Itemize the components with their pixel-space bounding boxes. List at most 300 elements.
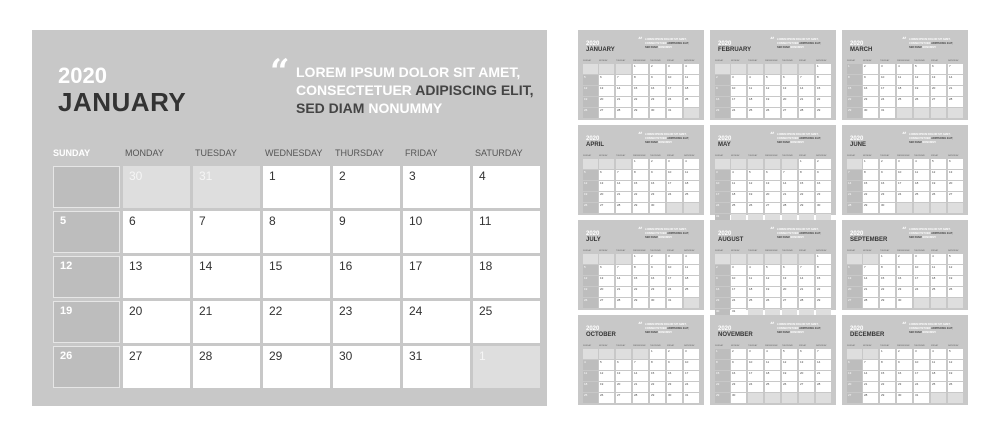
mini-day-cell[interactable] [897,265,912,275]
mini-day-cell[interactable] [667,287,682,297]
day-cell[interactable] [333,256,400,298]
mini-day-cell[interactable] [847,371,862,381]
mini-day-cell[interactable] [748,86,763,96]
mini-day-cell[interactable] [847,64,862,74]
mini-day-cell[interactable] [799,97,814,107]
mini-day-cell[interactable] [684,203,699,213]
mini-day-cell[interactable] [731,192,746,202]
mini-day-cell[interactable] [748,349,763,359]
day-cell[interactable] [473,211,540,253]
mini-day-cell[interactable] [633,254,648,264]
mini-day-cell[interactable] [731,371,746,381]
mini-day-cell[interactable] [948,64,963,74]
mini-day-cell[interactable] [914,276,929,286]
mini-day-cell[interactable] [650,287,665,297]
mini-day-cell[interactable] [863,181,878,191]
mini-day-cell[interactable] [667,75,682,85]
mini-day-cell[interactable] [914,393,929,403]
mini-day-cell[interactable] [731,86,746,96]
mini-day-cell[interactable] [948,349,963,359]
mini-day-cell[interactable] [931,170,946,180]
mini-day-cell[interactable] [599,75,614,85]
mini-day-cell[interactable] [731,75,746,85]
day-cell[interactable] [193,301,260,343]
mini-day-cell[interactable] [880,170,895,180]
day-cell[interactable] [123,346,190,388]
mini-day-cell[interactable] [667,298,682,308]
mini-day-cell[interactable] [650,393,665,403]
mini-day-cell[interactable] [650,298,665,308]
day-cell[interactable] [333,301,400,343]
mini-day-cell[interactable] [583,382,598,392]
mini-day-cell[interactable] [931,192,946,202]
mini-day-cell[interactable] [667,86,682,96]
mini-day-cell[interactable] [948,298,963,308]
mini-day-cell[interactable] [748,371,763,381]
mini-day-cell[interactable] [799,192,814,202]
mini-day-cell[interactable] [816,192,831,202]
mini-day-cell[interactable] [633,276,648,286]
day-cell[interactable] [263,346,330,388]
mini-day-cell[interactable] [599,203,614,213]
mini-day-cell[interactable] [799,393,814,403]
day-cell[interactable] [53,166,120,208]
mini-day-cell[interactable] [731,108,746,118]
mini-day-cell[interactable] [914,159,929,169]
mini-day-cell[interactable] [650,97,665,107]
mini-day-cell[interactable] [948,276,963,286]
mini-day-cell[interactable] [583,170,598,180]
mini-day-cell[interactable] [583,371,598,381]
mini-day-cell[interactable] [931,265,946,275]
mini-day-cell[interactable] [684,97,699,107]
mini-day-cell[interactable] [931,97,946,107]
mini-day-cell[interactable] [914,75,929,85]
mini-day-cell[interactable] [847,86,862,96]
mini-day-cell[interactable] [914,97,929,107]
mini-day-cell[interactable] [667,108,682,118]
mini-day-cell[interactable] [880,254,895,264]
mini-day-cell[interactable] [948,265,963,275]
mini-day-cell[interactable] [782,371,797,381]
mini-day-cell[interactable] [684,393,699,403]
mini-day-cell[interactable] [931,382,946,392]
mini-day-cell[interactable] [799,276,814,286]
mini-day-cell[interactable] [731,298,746,308]
mini-day-cell[interactable] [880,393,895,403]
day-cell[interactable] [403,301,470,343]
day-cell[interactable] [473,166,540,208]
mini-day-cell[interactable] [931,298,946,308]
mini-day-cell[interactable] [897,276,912,286]
mini-day-cell[interactable] [897,382,912,392]
mini-day-cell[interactable] [782,360,797,370]
mini-day-cell[interactable] [948,181,963,191]
mini-day-cell[interactable] [684,298,699,308]
mini-day-cell[interactable] [847,108,862,118]
mini-day-cell[interactable] [799,382,814,392]
mini-day-cell[interactable] [667,64,682,74]
mini-day-cell[interactable] [863,203,878,213]
mini-day-cell[interactable] [782,75,797,85]
mini-day-cell[interactable] [599,108,614,118]
mini-day-cell[interactable] [847,276,862,286]
mini-day-cell[interactable] [650,360,665,370]
mini-day-cell[interactable] [782,170,797,180]
mini-day-cell[interactable] [765,64,780,74]
mini-day-cell[interactable] [847,181,862,191]
mini-day-cell[interactable] [765,371,780,381]
mini-day-cell[interactable] [748,298,763,308]
mini-day-cell[interactable] [715,265,730,275]
mini-day-cell[interactable] [847,254,862,264]
mini-day-cell[interactable] [897,360,912,370]
mini-day-cell[interactable] [799,371,814,381]
mini-day-cell[interactable] [863,349,878,359]
mini-day-cell[interactable] [863,75,878,85]
mini-day-cell[interactable] [667,159,682,169]
mini-day-cell[interactable] [816,181,831,191]
mini-day-cell[interactable] [684,181,699,191]
mini-day-cell[interactable] [799,181,814,191]
mini-day-cell[interactable] [583,254,598,264]
mini-day-cell[interactable] [782,159,797,169]
mini-day-cell[interactable] [650,181,665,191]
mini-day-cell[interactable] [847,265,862,275]
mini-day-cell[interactable] [914,371,929,381]
mini-day-cell[interactable] [748,203,763,213]
mini-day-cell[interactable] [633,265,648,275]
mini-day-cell[interactable] [633,349,648,359]
mini-day-cell[interactable] [583,265,598,275]
day-cell[interactable] [53,346,120,388]
mini-day-cell[interactable] [782,181,797,191]
day-cell[interactable] [473,256,540,298]
mini-day-cell[interactable] [599,181,614,191]
mini-day-cell[interactable] [765,75,780,85]
mini-day-cell[interactable] [633,287,648,297]
mini-day-cell[interactable] [684,265,699,275]
mini-day-cell[interactable] [782,276,797,286]
day-cell[interactable] [193,346,260,388]
mini-day-cell[interactable] [931,203,946,213]
mini-day-cell[interactable] [782,382,797,392]
mini-day-cell[interactable] [633,97,648,107]
mini-day-cell[interactable] [880,86,895,96]
mini-day-cell[interactable] [897,192,912,202]
mini-day-cell[interactable] [583,64,598,74]
mini-day-cell[interactable] [847,382,862,392]
mini-day-cell[interactable] [748,276,763,286]
mini-day-cell[interactable] [948,371,963,381]
mini-day-cell[interactable] [782,254,797,264]
mini-day-cell[interactable] [616,360,631,370]
mini-day-cell[interactable] [880,382,895,392]
mini-day-cell[interactable] [748,181,763,191]
mini-day-cell[interactable] [715,75,730,85]
mini-day-cell[interactable] [715,192,730,202]
mini-day-cell[interactable] [765,192,780,202]
mini-day-cell[interactable] [583,203,598,213]
mini-day-cell[interactable] [880,192,895,202]
mini-calendar-july[interactable] [578,220,704,310]
mini-day-cell[interactable] [599,360,614,370]
mini-day-cell[interactable] [799,170,814,180]
mini-day-cell[interactable] [715,276,730,286]
day-cell[interactable] [193,256,260,298]
mini-day-cell[interactable] [880,203,895,213]
mini-day-cell[interactable] [765,287,780,297]
day-cell[interactable] [193,166,260,208]
mini-day-cell[interactable] [715,203,730,213]
mini-day-cell[interactable] [731,287,746,297]
mini-day-cell[interactable] [931,159,946,169]
mini-day-cell[interactable] [715,382,730,392]
mini-day-cell[interactable] [731,203,746,213]
mini-day-cell[interactable] [583,108,598,118]
mini-day-cell[interactable] [931,276,946,286]
mini-day-cell[interactable] [599,192,614,202]
mini-day-cell[interactable] [897,287,912,297]
mini-day-cell[interactable] [731,170,746,180]
mini-day-cell[interactable] [633,371,648,381]
mini-day-cell[interactable] [731,393,746,403]
day-cell[interactable] [53,301,120,343]
mini-day-cell[interactable] [667,349,682,359]
mini-day-cell[interactable] [897,159,912,169]
mini-day-cell[interactable] [684,192,699,202]
mini-day-cell[interactable] [863,86,878,96]
mini-day-cell[interactable] [897,108,912,118]
mini-day-cell[interactable] [684,64,699,74]
mini-day-cell[interactable] [816,170,831,180]
mini-day-cell[interactable] [765,298,780,308]
mini-day-cell[interactable] [816,75,831,85]
mini-day-cell[interactable] [599,298,614,308]
mini-day-cell[interactable] [667,371,682,381]
mini-day-cell[interactable] [847,298,862,308]
mini-day-cell[interactable] [948,86,963,96]
mini-day-cell[interactable] [782,349,797,359]
mini-day-cell[interactable] [650,86,665,96]
mini-calendar-may[interactable] [710,125,836,218]
mini-day-cell[interactable] [684,254,699,264]
mini-day-cell[interactable] [863,360,878,370]
day-cell[interactable] [263,166,330,208]
mini-day-cell[interactable] [650,254,665,264]
day-cell[interactable] [123,211,190,253]
mini-day-cell[interactable] [583,349,598,359]
mini-day-cell[interactable] [880,298,895,308]
mini-day-cell[interactable] [948,254,963,264]
mini-day-cell[interactable] [667,360,682,370]
mini-day-cell[interactable] [914,382,929,392]
day-cell[interactable] [403,346,470,388]
day-cell[interactable] [193,211,260,253]
mini-day-cell[interactable] [914,287,929,297]
day-cell[interactable] [333,211,400,253]
day-cell[interactable] [53,211,120,253]
day-cell[interactable] [333,166,400,208]
mini-day-cell[interactable] [583,298,598,308]
mini-day-cell[interactable] [765,393,780,403]
mini-day-cell[interactable] [633,108,648,118]
mini-day-cell[interactable] [650,75,665,85]
mini-day-cell[interactable] [799,360,814,370]
mini-day-cell[interactable] [863,276,878,286]
mini-day-cell[interactable] [948,192,963,202]
mini-day-cell[interactable] [948,170,963,180]
mini-day-cell[interactable] [847,393,862,403]
mini-day-cell[interactable] [715,181,730,191]
mini-day-cell[interactable] [583,75,598,85]
mini-day-cell[interactable] [599,170,614,180]
mini-calendar-january[interactable] [578,30,704,120]
mini-day-cell[interactable] [599,64,614,74]
mini-day-cell[interactable] [715,298,730,308]
mini-day-cell[interactable] [667,192,682,202]
mini-day-cell[interactable] [667,170,682,180]
mini-day-cell[interactable] [914,86,929,96]
mini-day-cell[interactable] [731,181,746,191]
mini-day-cell[interactable] [863,265,878,275]
mini-day-cell[interactable] [599,159,614,169]
mini-day-cell[interactable] [931,393,946,403]
mini-day-cell[interactable] [816,349,831,359]
mini-day-cell[interactable] [633,203,648,213]
mini-day-cell[interactable] [616,287,631,297]
mini-day-cell[interactable] [816,97,831,107]
mini-day-cell[interactable] [816,276,831,286]
mini-day-cell[interactable] [847,192,862,202]
mini-day-cell[interactable] [684,276,699,286]
mini-day-cell[interactable] [914,349,929,359]
mini-day-cell[interactable] [931,181,946,191]
mini-day-cell[interactable] [880,181,895,191]
mini-day-cell[interactable] [616,64,631,74]
mini-day-cell[interactable] [684,349,699,359]
mini-day-cell[interactable] [914,360,929,370]
mini-day-cell[interactable] [616,254,631,264]
mini-day-cell[interactable] [880,108,895,118]
mini-day-cell[interactable] [782,393,797,403]
mini-day-cell[interactable] [863,108,878,118]
mini-day-cell[interactable] [847,349,862,359]
day-cell[interactable] [403,256,470,298]
mini-day-cell[interactable] [799,64,814,74]
mini-day-cell[interactable] [583,287,598,297]
mini-day-cell[interactable] [583,97,598,107]
mini-day-cell[interactable] [616,181,631,191]
mini-day-cell[interactable] [799,203,814,213]
mini-day-cell[interactable] [847,360,862,370]
mini-day-cell[interactable] [616,170,631,180]
mini-day-cell[interactable] [667,382,682,392]
mini-calendar-march[interactable] [842,30,968,120]
day-cell[interactable] [403,166,470,208]
mini-day-cell[interactable] [748,75,763,85]
mini-day-cell[interactable] [684,75,699,85]
mini-day-cell[interactable] [650,382,665,392]
day-cell[interactable] [473,346,540,388]
mini-day-cell[interactable] [667,97,682,107]
mini-day-cell[interactable] [748,254,763,264]
mini-day-cell[interactable] [599,393,614,403]
mini-day-cell[interactable] [667,393,682,403]
mini-day-cell[interactable] [799,159,814,169]
mini-day-cell[interactable] [684,159,699,169]
mini-day-cell[interactable] [931,108,946,118]
mini-day-cell[interactable] [863,371,878,381]
mini-day-cell[interactable] [715,287,730,297]
mini-day-cell[interactable] [782,64,797,74]
mini-day-cell[interactable] [616,349,631,359]
mini-day-cell[interactable] [633,75,648,85]
mini-day-cell[interactable] [816,287,831,297]
mini-day-cell[interactable] [684,86,699,96]
mini-day-cell[interactable] [633,159,648,169]
mini-day-cell[interactable] [684,360,699,370]
mini-day-cell[interactable] [667,276,682,286]
mini-day-cell[interactable] [863,192,878,202]
mini-day-cell[interactable] [650,108,665,118]
mini-day-cell[interactable] [799,349,814,359]
mini-day-cell[interactable] [816,203,831,213]
mini-day-cell[interactable] [715,360,730,370]
mini-day-cell[interactable] [816,360,831,370]
mini-day-cell[interactable] [948,360,963,370]
mini-day-cell[interactable] [650,276,665,286]
mini-day-cell[interactable] [782,192,797,202]
mini-day-cell[interactable] [897,203,912,213]
mini-day-cell[interactable] [948,97,963,107]
mini-day-cell[interactable] [897,254,912,264]
mini-day-cell[interactable] [931,86,946,96]
mini-day-cell[interactable] [748,108,763,118]
mini-day-cell[interactable] [931,64,946,74]
mini-day-cell[interactable] [880,287,895,297]
day-cell[interactable] [123,166,190,208]
mini-day-cell[interactable] [914,64,929,74]
mini-day-cell[interactable] [880,371,895,381]
mini-day-cell[interactable] [633,86,648,96]
mini-day-cell[interactable] [765,97,780,107]
mini-day-cell[interactable] [731,97,746,107]
mini-day-cell[interactable] [731,382,746,392]
mini-day-cell[interactable] [897,393,912,403]
mini-day-cell[interactable] [880,64,895,74]
mini-day-cell[interactable] [748,64,763,74]
mini-day-cell[interactable] [863,97,878,107]
mini-day-cell[interactable] [863,159,878,169]
mini-day-cell[interactable] [782,108,797,118]
mini-day-cell[interactable] [765,159,780,169]
mini-day-cell[interactable] [931,349,946,359]
mini-day-cell[interactable] [897,181,912,191]
mini-day-cell[interactable] [880,75,895,85]
mini-day-cell[interactable] [667,203,682,213]
mini-day-cell[interactable] [847,203,862,213]
mini-day-cell[interactable] [816,298,831,308]
mini-day-cell[interactable] [799,287,814,297]
day-cell[interactable] [263,301,330,343]
mini-day-cell[interactable] [863,393,878,403]
mini-day-cell[interactable] [765,203,780,213]
mini-day-cell[interactable] [863,254,878,264]
mini-day-cell[interactable] [616,393,631,403]
mini-day-cell[interactable] [799,265,814,275]
mini-day-cell[interactable] [748,287,763,297]
